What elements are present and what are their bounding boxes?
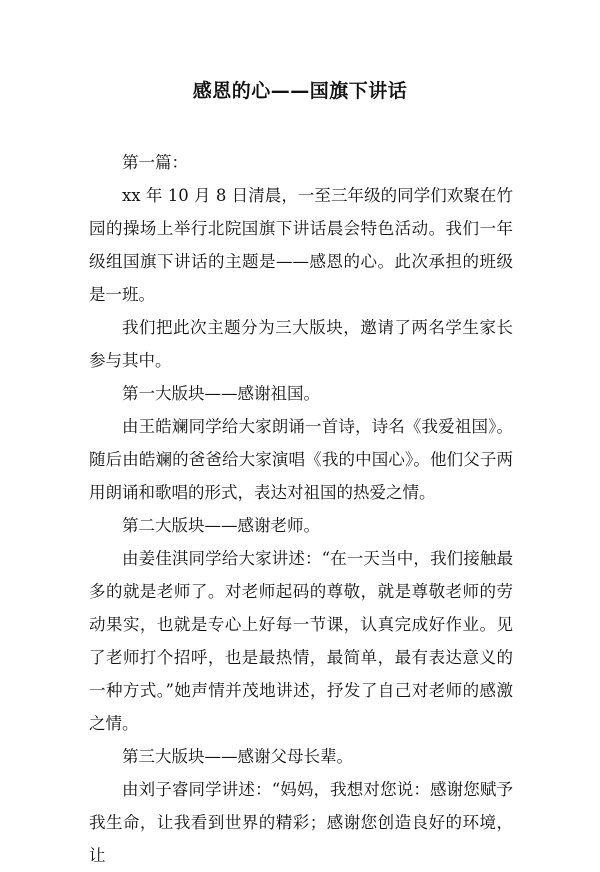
section-label: 第一篇： <box>122 153 188 172</box>
paragraph-parents: 由刘子睿同学讲述：“妈妈，我想对您说：感谢您赋予我生命，让我看到世界的精彩；感谢您创造良好的环境，让 <box>89 780 513 865</box>
section-heading-parents: 第三大版块——感谢父母长辈。 <box>122 747 353 766</box>
section-heading-motherland: 第一大版块——感谢祖国。 <box>122 384 320 403</box>
paragraph-motherland: 由王皓斓同学给大家朗诵一首诗，诗名《我爱祖国》。随后由皓斓的爸爸给大家演唱《我的中国心》。他们父子两用朗诵和歌唱的形式，表达对祖国的热爱之情。 <box>89 417 513 502</box>
paragraph-intro: xx 年 10 月 8 日清晨，一至三年级的同学们欢聚在竹园的操场上举行北院国旗下讲话晨会特色活动。我们一年级组国旗下讲话的主题是——感恩的心。此次承担的班级是一班。 <box>89 186 513 304</box>
document-body <box>89 146 513 872</box>
section-heading-teachers: 第二大版块——感谢老师。 <box>122 516 320 535</box>
paragraph-teachers: 由姜佳淇同学给大家讲述：“在一天当中，我们接触最多的就是老师了。对老师起码的尊敬，就是尊敬老师的劳动果实，也就是专心上好每一节课，认真完成好作业。见了老师打个招呼，也是最热情，最简单，最有表达意义的一种方式。”她声情并茂地讲述，抒发了自己对老师的感激之情。 <box>89 549 513 733</box>
document-title: 感恩的心——国旗下讲话 <box>192 80 408 102</box>
paragraph-overview: 我们把此次主题分为三大版块，邀请了两名学生家长参与其中。 <box>89 318 513 370</box>
